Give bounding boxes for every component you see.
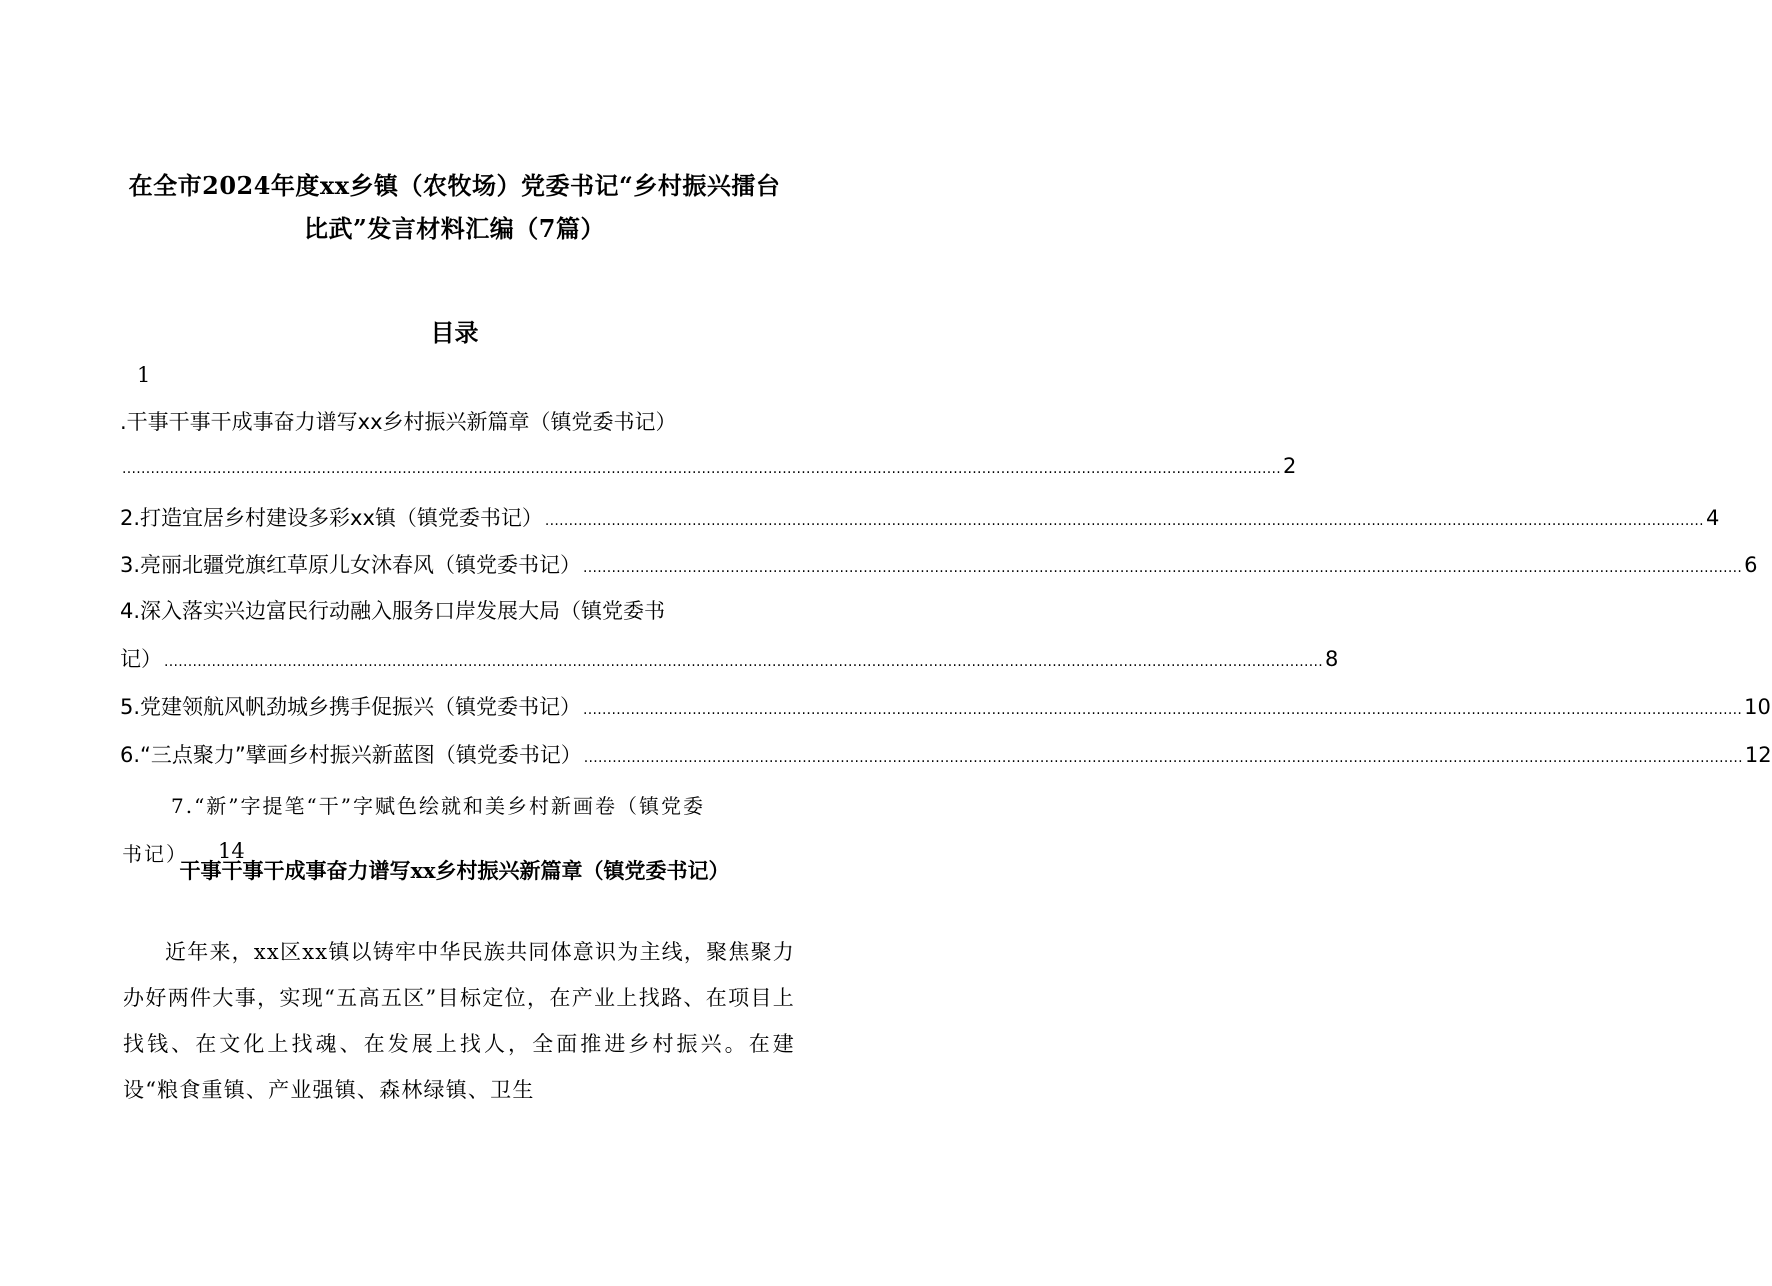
section-title: 干事干事干成事奋力谱写xx乡村振兴新篇章（镇党委书记）	[179, 858, 730, 883]
toc-entry-5-page: 10	[1744, 695, 1771, 719]
toc-leader-dots: ....................................................................................................................................................................................................................................................	[583, 702, 1743, 718]
toc-entry-1-leader-row[interactable]	[120, 454, 1297, 486]
toc-entry-4-page: 8	[1325, 647, 1339, 671]
toc-entry-1-number: 1	[137, 363, 151, 387]
toc-leader-dots: ....................................................................................................................................................................................................................................................	[583, 560, 1743, 576]
toc-entry-7-page: 14	[218, 839, 245, 863]
toc-entry-4-title-line-2: 记）	[120, 647, 162, 671]
toc-entry-3[interactable]	[120, 549, 1758, 581]
toc-entry-5[interactable]	[120, 691, 1771, 723]
toc-entry-4-line-1[interactable]	[120, 595, 793, 627]
toc-entry-1-title-row[interactable]	[120, 406, 793, 438]
toc-entry-7-title-line-2[interactable]: 书记）	[122, 842, 188, 866]
toc-entry-6[interactable]	[120, 739, 1772, 771]
toc-entry-3-page: 6	[1744, 553, 1758, 577]
body-paragraph: 近年来，xx区xx镇以铸牢中华民族共同体意识为主线，聚焦聚力办好两件大事，实现“五高五区”目标定位，在产业上找路、在项目上找钱、在文化上找魂、在发展上找人，全面推进乡村振兴。在建设“粮食重镇、产业强镇、森林绿镇、卫生	[123, 940, 795, 1102]
toc-leader-dots: ....................................................................................................................................................................................................................................................	[122, 461, 1282, 477]
toc-entry-2-title: 2.打造宜居乡村建设多彩xx镇（镇党委书记）	[120, 506, 543, 530]
toc-leader-dots: ....................................................................................................................................................................................................................................................	[544, 513, 1704, 529]
toc-entry-6-page: 12	[1744, 743, 1772, 767]
toc-entry-4-title-line-1: 4.深入落实兴边富民行动融入服务口岸发展大局（镇党委书	[120, 599, 666, 623]
toc-entry-2[interactable]	[120, 502, 1720, 534]
toc-entry-6-title: 6.“三点聚力”擘画乡村振兴新蓝图（镇党委书记）	[120, 743, 582, 767]
toc-entry-7-title-line-1[interactable]: 7.“新”字提笔“干”字赋色绘就和美乡村新画卷（镇党委	[171, 794, 705, 818]
toc-entry-1-title: .干事干事干成事奋力谱写xx乡村振兴新篇章（镇党委书记）	[120, 410, 677, 434]
toc-entry-3-title: 3.亮丽北疆党旗红草原儿女沐春风（镇党委书记）	[120, 553, 582, 577]
toc-heading: 目录	[430, 318, 479, 347]
document-title-line-1: 在全市2024年度xx乡镇（农牧场）党委书记“乡村振兴擂台	[128, 171, 781, 200]
toc-entry-1-page: 2	[1283, 454, 1297, 478]
toc-entry-5-title: 5.党建领航风帆劲城乡携手促振兴（镇党委书记）	[120, 695, 582, 719]
toc-leader-dots: ....................................................................................................................................................................................................................................................	[164, 654, 1324, 670]
document-title-line-2: 比武”发言材料汇编（7篇）	[303, 214, 605, 243]
toc-entry-4-line-2[interactable]	[120, 643, 1339, 675]
toc-leader-dots: ....................................................................................................................................................................................................................................................	[583, 750, 1743, 766]
toc-entry-2-page: 4	[1705, 506, 1720, 530]
